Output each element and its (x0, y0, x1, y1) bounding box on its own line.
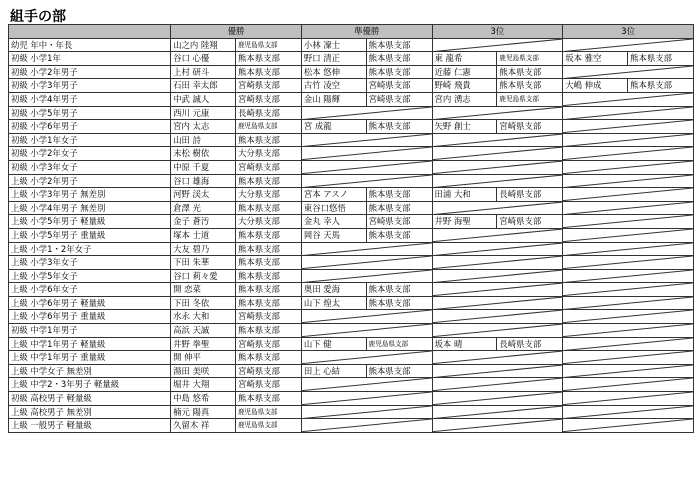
empty-slash (433, 351, 563, 364)
empty-slash (302, 243, 432, 256)
division-cell: 上級 小学4年男子 無差別 (9, 201, 171, 215)
empty-slash (563, 66, 693, 79)
winner-branch: 熊本県支部 (235, 392, 301, 406)
table-row (9, 92, 694, 106)
division-cell: 上級 小学5年男子 軽量級 (9, 215, 171, 229)
third-b-branch: 熊本県支部 (628, 52, 694, 66)
winner-branch: 熊本県支部 (235, 174, 301, 188)
third-a-name: 近藤 仁憲 (432, 65, 497, 79)
table-row (9, 201, 694, 215)
winner-name: 谷口 心優 (171, 52, 236, 66)
winner-branch: 宮崎県支部 (235, 337, 301, 351)
empty-slash (433, 324, 563, 337)
winner-name: 井野 拳聖 (171, 337, 236, 351)
runner-up-empty-cell (301, 269, 432, 283)
winner-name: 西川 元康 (171, 106, 236, 120)
results-table (8, 24, 694, 433)
third-b-empty-cell (563, 378, 694, 392)
empty-slash (302, 107, 432, 120)
header-third-a: 3位 (432, 25, 563, 39)
winner-name: 谷口 莉々愛 (171, 269, 236, 283)
empty-slash (302, 392, 432, 405)
empty-slash (563, 365, 693, 378)
empty-slash (563, 39, 693, 52)
empty-slash (302, 147, 432, 160)
winner-branch: 宮崎県支部 (235, 79, 301, 93)
empty-slash (302, 406, 432, 419)
third-b-empty-cell (563, 228, 694, 242)
runner-up-branch: 熊本県支部 (366, 283, 432, 297)
winner-name: 金子 蒼汚 (171, 215, 236, 229)
runner-up-empty-cell (301, 174, 432, 188)
runner-up-empty-cell (301, 242, 432, 256)
runner-up-empty-cell (301, 405, 432, 419)
third-b-empty-cell (563, 174, 694, 188)
runner-up-name: 奥田 愛海 (301, 283, 366, 297)
empty-slash (433, 175, 563, 188)
third-a-name: 宮内 湧志 (432, 92, 497, 106)
winner-name: 倉澤 光 (171, 201, 236, 215)
winner-branch: 鹿児島県支部 (235, 38, 301, 52)
table-row (9, 215, 694, 229)
division-cell: 上級 小学6年女子 (9, 283, 171, 297)
empty-slash (563, 120, 693, 133)
third-b-branch: 熊本県支部 (628, 79, 694, 93)
header-row (9, 25, 694, 39)
empty-slash (302, 378, 432, 391)
empty-slash (563, 243, 693, 256)
winner-name: 下田 朱華 (171, 256, 236, 270)
empty-slash (563, 134, 693, 147)
division-cell: 初級 高校男子 軽量級 (9, 392, 171, 406)
empty-slash (433, 310, 563, 323)
winner-branch: 大分県支部 (235, 188, 301, 202)
runner-up-name: 松本 悠伸 (301, 65, 366, 79)
empty-slash (433, 297, 563, 310)
winner-branch: 宮崎県支部 (235, 378, 301, 392)
runner-up-name: 金丸 幸人 (301, 215, 366, 229)
winner-name: 開 恋菜 (171, 283, 236, 297)
division-cell: 上級 小学3年男子 無差別 (9, 188, 171, 202)
third-b-empty-cell (563, 364, 694, 378)
division-cell: 上級 中学1年男子 重量級 (9, 351, 171, 365)
table-row (9, 188, 694, 202)
empty-slash (433, 270, 563, 283)
third-b-empty-cell (563, 405, 694, 419)
third-a-empty-cell (432, 419, 563, 433)
runner-up-name: 山下 煌太 (301, 296, 366, 310)
division-cell: 上級 小学5年女子 (9, 269, 171, 283)
division-cell: 初級 小学5年男子 (9, 106, 171, 120)
third-b-empty-cell (563, 256, 694, 270)
empty-slash (563, 283, 693, 296)
empty-slash (433, 202, 563, 215)
winner-name: 高浜 天誠 (171, 324, 236, 338)
runner-up-branch: 宮崎県支部 (366, 215, 432, 229)
division-cell: 初級 小学3年女子 (9, 160, 171, 174)
third-a-branch: 熊本県支部 (497, 79, 563, 93)
winner-branch: 宮崎県支部 (235, 364, 301, 378)
third-a-name: 矢野 創士 (432, 120, 497, 134)
runner-up-name: 金山 陽輝 (301, 92, 366, 106)
runner-up-name: 小林 凜士 (301, 38, 366, 52)
third-a-empty-cell (432, 133, 563, 147)
third-a-empty-cell (432, 283, 563, 297)
third-a-empty-cell (432, 310, 563, 324)
winner-name: 水永 大和 (171, 310, 236, 324)
runner-up-name: 東谷口悠悟 (301, 201, 366, 215)
empty-slash (433, 365, 563, 378)
runner-up-branch: 熊本県支部 (366, 364, 432, 378)
division-cell: 初級 小学1年女子 (9, 133, 171, 147)
empty-slash (563, 175, 693, 188)
third-a-empty-cell (432, 269, 563, 283)
winner-branch: 鹿児島県支部 (235, 405, 301, 419)
empty-slash (433, 147, 563, 160)
empty-slash (302, 270, 432, 283)
division-cell: 上級 中学1年男子 軽量級 (9, 337, 171, 351)
runner-up-empty-cell (301, 310, 432, 324)
division-cell: 初級 小学6年男子 (9, 120, 171, 134)
table-row (9, 256, 694, 270)
table-row (9, 147, 694, 161)
runner-up-empty-cell (301, 419, 432, 433)
division-cell: 上級 小学2年男子 (9, 174, 171, 188)
third-b-empty-cell (563, 160, 694, 174)
third-b-empty-cell (563, 65, 694, 79)
runner-up-branch: 熊本県支部 (366, 120, 432, 134)
table-row (9, 324, 694, 338)
table-row (9, 52, 694, 66)
empty-slash (302, 175, 432, 188)
empty-slash (563, 297, 693, 310)
runner-up-name: 古竹 凌空 (301, 79, 366, 93)
empty-slash (563, 378, 693, 391)
table-row (9, 133, 694, 147)
runner-up-name: 田上 心結 (301, 364, 366, 378)
table-row (9, 337, 694, 351)
table-row (9, 364, 694, 378)
winner-name: 末松 樹依 (171, 147, 236, 161)
header-winner: 優勝 (171, 25, 302, 39)
third-b-empty-cell (563, 419, 694, 433)
runner-up-name: 野口 清正 (301, 52, 366, 66)
third-a-empty-cell (432, 228, 563, 242)
empty-slash (563, 107, 693, 120)
table-row (9, 419, 694, 433)
third-a-branch: 宮崎県支部 (497, 120, 563, 134)
third-a-branch: 宮崎県支部 (497, 215, 563, 229)
empty-slash (563, 256, 693, 269)
runner-up-branch: 熊本県支部 (366, 52, 432, 66)
third-a-empty-cell (432, 147, 563, 161)
empty-slash (563, 406, 693, 419)
empty-slash (563, 229, 693, 242)
winner-branch: 大分県支部 (235, 215, 301, 229)
empty-slash (563, 215, 693, 228)
third-b-empty-cell (563, 120, 694, 134)
winner-name: 谷口 雄海 (171, 174, 236, 188)
winner-branch: 宮崎県支部 (235, 160, 301, 174)
winner-name: 開 伸平 (171, 351, 236, 365)
third-a-name: 東 龍希 (432, 52, 497, 66)
runner-up-empty-cell (301, 256, 432, 270)
empty-slash (563, 351, 693, 364)
division-cell: 上級 一般男子 軽量級 (9, 419, 171, 433)
third-a-branch: 鹿児島県支部 (497, 52, 563, 66)
table-row (9, 106, 694, 120)
winner-name: 中武 誠人 (171, 92, 236, 106)
winner-branch: 熊本県支部 (235, 296, 301, 310)
winner-name: 河野 渓太 (171, 188, 236, 202)
table-row (9, 65, 694, 79)
runner-up-branch: 宮崎県支部 (366, 79, 432, 93)
runner-up-branch: 熊本県支部 (366, 228, 432, 242)
empty-slash (433, 419, 563, 432)
runner-up-name: 岡谷 天馬 (301, 228, 366, 242)
winner-branch: 熊本県支部 (235, 65, 301, 79)
third-b-empty-cell (563, 324, 694, 338)
table-row (9, 120, 694, 134)
third-b-empty-cell (563, 269, 694, 283)
winner-branch: 熊本県支部 (235, 324, 301, 338)
division-cell: 幼児 年中・年長 (9, 38, 171, 52)
winner-branch: 熊本県支部 (235, 228, 301, 242)
empty-slash (302, 161, 432, 174)
empty-slash (563, 392, 693, 405)
winner-name: 湯田 美咲 (171, 364, 236, 378)
empty-slash (302, 134, 432, 147)
runner-up-empty-cell (301, 160, 432, 174)
third-b-name: 大嶋 伸成 (563, 79, 628, 93)
table-row (9, 405, 694, 419)
empty-slash (433, 134, 563, 147)
empty-slash (563, 270, 693, 283)
header-division (9, 25, 171, 39)
third-b-empty-cell (563, 201, 694, 215)
third-b-empty-cell (563, 38, 694, 52)
empty-slash (433, 392, 563, 405)
table-row (9, 283, 694, 297)
runner-up-branch: 熊本県支部 (366, 38, 432, 52)
winner-branch: 熊本県支部 (235, 351, 301, 365)
empty-slash (302, 351, 432, 364)
third-a-empty-cell (432, 174, 563, 188)
header-third-b: 3位 (563, 25, 694, 39)
third-a-branch: 熊本県支部 (497, 65, 563, 79)
division-cell: 初級 小学4年男子 (9, 92, 171, 106)
division-cell: 上級 小学5年男子 重量級 (9, 228, 171, 242)
table-row (9, 174, 694, 188)
runner-up-empty-cell (301, 106, 432, 120)
runner-up-branch: 熊本県支部 (366, 296, 432, 310)
third-b-empty-cell (563, 106, 694, 120)
winner-name: 宮内 太志 (171, 120, 236, 134)
empty-slash (433, 39, 563, 52)
winner-branch: 熊本県支部 (235, 52, 301, 66)
third-a-empty-cell (432, 201, 563, 215)
third-a-branch: 長崎県支部 (497, 337, 563, 351)
division-cell: 初級 小学3年男子 (9, 79, 171, 93)
empty-slash (433, 283, 563, 296)
winner-name: 中原 千夏 (171, 160, 236, 174)
table-row (9, 242, 694, 256)
third-a-empty-cell (432, 351, 563, 365)
third-a-empty-cell (432, 364, 563, 378)
third-b-empty-cell (563, 133, 694, 147)
third-b-empty-cell (563, 147, 694, 161)
division-cell: 上級 小学3年女子 (9, 256, 171, 270)
runner-up-branch: 宮崎県支部 (366, 92, 432, 106)
empty-slash (302, 419, 432, 432)
third-a-name: 野崎 飛貴 (432, 79, 497, 93)
winner-branch: 長崎県支部 (235, 106, 301, 120)
winner-branch: 宮崎県支部 (235, 92, 301, 106)
winner-name: 山之内 陸翔 (171, 38, 236, 52)
winner-name: 石田 幸太郎 (171, 79, 236, 93)
table-row (9, 160, 694, 174)
third-b-empty-cell (563, 337, 694, 351)
empty-slash (563, 161, 693, 174)
winner-branch: 熊本県支部 (235, 269, 301, 283)
third-b-name: 坂本 雅空 (563, 52, 628, 66)
empty-slash (433, 243, 563, 256)
winner-branch: 大分県支部 (235, 147, 301, 161)
winner-branch: 熊本県支部 (235, 242, 301, 256)
division-cell: 初級 小学2年男子 (9, 65, 171, 79)
table-row (9, 351, 694, 365)
runner-up-empty-cell (301, 133, 432, 147)
third-a-branch: 鹿児島県支部 (497, 92, 563, 106)
winner-branch: 熊本県支部 (235, 133, 301, 147)
winner-branch: 熊本県支部 (235, 283, 301, 297)
empty-slash (302, 310, 432, 323)
table-row (9, 392, 694, 406)
third-a-name: 井野 海聖 (432, 215, 497, 229)
division-cell: 上級 小学6年男子 重量級 (9, 310, 171, 324)
runner-up-name: 宮 成龍 (301, 120, 366, 134)
division-cell: 初級 小学2年女子 (9, 147, 171, 161)
winner-name: 塚本 士道 (171, 228, 236, 242)
table-row (9, 79, 694, 93)
winner-name: 中島 悠希 (171, 392, 236, 406)
table-row (9, 378, 694, 392)
winner-name: 久留木 祥 (171, 419, 236, 433)
table-row (9, 228, 694, 242)
runner-up-empty-cell (301, 378, 432, 392)
empty-slash (563, 310, 693, 323)
table-row (9, 296, 694, 310)
empty-slash (433, 161, 563, 174)
empty-slash (563, 338, 693, 351)
runner-up-empty-cell (301, 392, 432, 406)
third-a-name: 坂本 晴 (432, 337, 497, 351)
third-a-empty-cell (432, 392, 563, 406)
division-cell: 上級 中学女子 無差別 (9, 364, 171, 378)
runner-up-branch: 鹿児島県支部 (366, 337, 432, 351)
third-b-empty-cell (563, 310, 694, 324)
empty-slash (433, 256, 563, 269)
third-a-empty-cell (432, 296, 563, 310)
table-row (9, 310, 694, 324)
third-b-empty-cell (563, 242, 694, 256)
runner-up-branch: 熊本県支部 (366, 65, 432, 79)
table-row (9, 269, 694, 283)
third-a-empty-cell (432, 378, 563, 392)
page-title: 組手の部 (10, 9, 66, 25)
third-a-name: 田浦 大和 (432, 188, 497, 202)
winner-branch: 熊本県支部 (235, 201, 301, 215)
third-b-empty-cell (563, 392, 694, 406)
empty-slash (433, 406, 563, 419)
runner-up-branch: 熊本県支部 (366, 201, 432, 215)
winner-name: 大友 碧乃 (171, 242, 236, 256)
third-a-empty-cell (432, 242, 563, 256)
third-b-empty-cell (563, 296, 694, 310)
winner-name: 山田 詩 (171, 133, 236, 147)
empty-slash (563, 419, 693, 432)
empty-slash (563, 93, 693, 106)
third-a-empty-cell (432, 38, 563, 52)
third-b-empty-cell (563, 188, 694, 202)
empty-slash (563, 324, 693, 337)
winner-branch: 宮崎県支部 (235, 310, 301, 324)
winner-name: 下田 冬依 (171, 296, 236, 310)
runner-up-empty-cell (301, 351, 432, 365)
runner-up-empty-cell (301, 147, 432, 161)
runner-up-empty-cell (301, 324, 432, 338)
division-cell: 初級 中学1年男子 (9, 324, 171, 338)
third-a-empty-cell (432, 256, 563, 270)
results-body (9, 38, 694, 432)
division-cell: 上級 中学2・3年男子 軽量級 (9, 378, 171, 392)
winner-branch: 鹿児島県支部 (235, 120, 301, 134)
empty-slash (433, 229, 563, 242)
runner-up-branch: 熊本県支部 (366, 188, 432, 202)
runner-up-name: 宮本 アスノ (301, 188, 366, 202)
empty-slash (302, 256, 432, 269)
third-a-empty-cell (432, 405, 563, 419)
third-b-empty-cell (563, 283, 694, 297)
header-runner-up: 準優勝 (301, 25, 432, 39)
division-cell: 上級 小学6年男子 軽量級 (9, 296, 171, 310)
winner-branch: 熊本県支部 (235, 256, 301, 270)
third-b-empty-cell (563, 351, 694, 365)
third-a-empty-cell (432, 106, 563, 120)
table-row (9, 38, 694, 52)
winner-name: 上村 研斗 (171, 65, 236, 79)
third-b-empty-cell (563, 215, 694, 229)
winner-branch: 鹿児島県支部 (235, 419, 301, 433)
empty-slash (563, 147, 693, 160)
empty-slash (433, 378, 563, 391)
winner-name: 楠元 陽真 (171, 405, 236, 419)
empty-slash (563, 202, 693, 215)
empty-slash (302, 324, 432, 337)
winner-name: 堀井 大翔 (171, 378, 236, 392)
third-b-empty-cell (563, 92, 694, 106)
third-a-branch: 長崎県支部 (497, 188, 563, 202)
division-cell: 上級 小学1・2年女子 (9, 242, 171, 256)
division-cell: 上級 高校男子 無差別 (9, 405, 171, 419)
third-a-empty-cell (432, 324, 563, 338)
third-a-empty-cell (432, 160, 563, 174)
empty-slash (433, 107, 563, 120)
division-cell: 初級 小学1年 (9, 52, 171, 66)
runner-up-name: 山下 健 (301, 337, 366, 351)
empty-slash (563, 188, 693, 201)
